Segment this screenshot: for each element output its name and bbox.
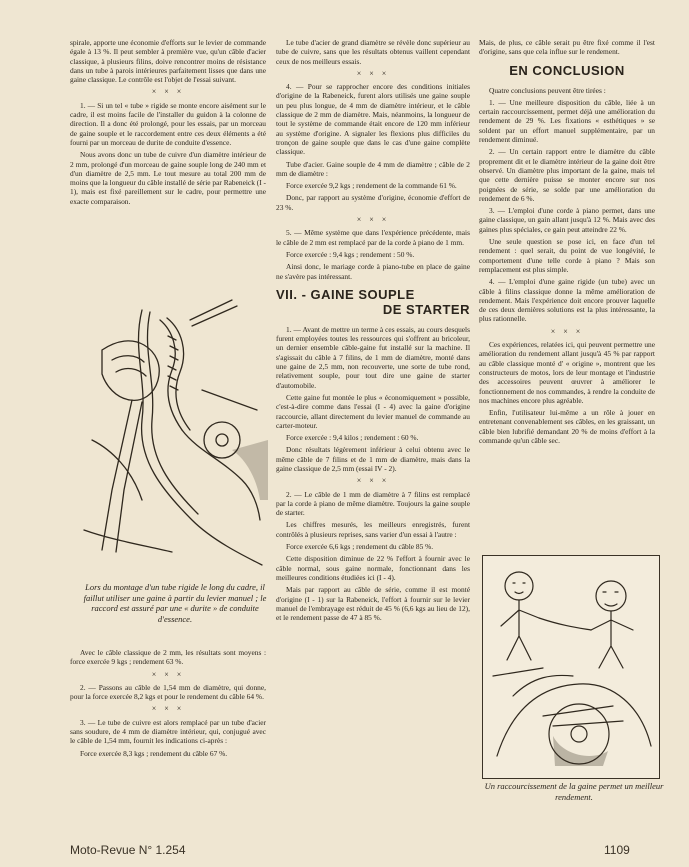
column-2 bbox=[276, 38, 470, 625]
paragraph: spirale, apporte une économie d'efforts sur le levier de commande égale à 13 %. Il peut sembler à première vue, qu'un câble d'acier classique, à plusieurs filins, doive rencontrer moins de résistance dans un tube à parois intérieures parfaitement lisses que dans une gaine classique. Le contrôle est l'objet de l'essai suivant. bbox=[70, 38, 266, 85]
publication-footer: Moto-Revue N° 1.254 bbox=[70, 843, 186, 857]
paragraph: Mais par rapport au câble de série, comme il est monté d'origine (I - 1) sur la Rabeneick, l'effort à fournir sur le levier manuel de l'embrayage est réduit de 45 % (6,6 kgs au lieu de 12), et le rendement passe de 47 à 85 %. bbox=[276, 585, 470, 623]
section-separator: × × × bbox=[151, 87, 185, 97]
column-1 bbox=[70, 38, 266, 209]
paragraph: Donc, par rapport au système d'origine, économie d'effort de 23 %. bbox=[276, 193, 470, 212]
column-1-bottom bbox=[70, 648, 266, 761]
paragraph: Le tube d'acier de grand diamètre se révèle donc supérieur au tube de cuivre, sans que les résultats obtenus vaillent cependant ceux de nos meilleurs essais. bbox=[276, 38, 470, 66]
paragraph: 1. — Une meilleure disposition du câble, liée à un certain raccourcissement, permet déjà une amélioration du rendement de 29 %. Les fixations « esthétiques » se soldent par un effort manuel supplémentaire, par un rendement diminué. bbox=[479, 97, 655, 145]
paragraph: Force exercée 8,3 kgs ; rendement du câble 67 %. bbox=[80, 748, 228, 758]
section-separator: × × × bbox=[550, 326, 584, 336]
paragraph: 2. — Un certain rapport entre le diamètre du câble proprement dit et le diamètre intérieur de la gaine doit être observé. Un diamètre plus important de la gaine, mais tel que cette dernière puisse se monter encore sur nos poignées de série, se solde par une amélioration du rendement de 6 %. bbox=[479, 147, 655, 203]
figure-caption: Lors du montage d'un tube rigide le long du cadre, il faillut utiliser une gaine à partir du levier manuel ; le raccord est assuré par une « durite » de conduite d'essence. bbox=[83, 582, 267, 624]
paragraph: 3. — Le tube de cuivre est alors remplacé par un tube d'acier sans soudure, de 4 mm de diamètre intérieur, qui, conjugué avec le câble de 1,54 mm, fournit les indications ci-après : bbox=[70, 717, 266, 746]
section-heading bbox=[276, 287, 470, 317]
figure-caption: Un raccourcissement de la gaine permet un meilleur rendement. bbox=[484, 781, 664, 802]
paragraph: Cette gaine fut montée le plus « économiquement » possible, c'est-à-dire comme dans l'essai (I - 4) avec la gaine d'origine raccourcie, allant directement du levier manuel de commande au carter-moteur. bbox=[276, 392, 470, 430]
page-number: 1109 bbox=[604, 843, 630, 857]
paragraph: Enfin, l'utilisateur lui-même a un rôle à jouer en entretenant convenablement ses câbles, en les graissant, un câble bien lubrifié demandant 20 % de moins d'effort à la commande qu'un câble sec. bbox=[479, 408, 655, 445]
paragraph: Force exercée 9,2 kgs ; rendement de la commande 61 %. bbox=[286, 181, 457, 191]
paragraph: Force exercée : 9,4 kilos ; rendement : 60 %. bbox=[286, 433, 419, 443]
section-separator: × × × bbox=[151, 704, 185, 714]
paragraph: Avec le câble classique de 2 mm, les résultats sont moyens : force exercée 9 kgs ; rendement 63 %. bbox=[70, 648, 266, 667]
paragraph: Quatre conclusions peuvent être tirées : bbox=[489, 85, 606, 95]
paragraph: Nous avons donc un tube de cuivre d'un diamètre intérieur de 2 mm, prolongé d'un morceau de gaine souple long de 240 mm et d'un diamètre de 2,5 mm. Le tout mesure au total 200 mm de moins que la longueur du câble installé de série par Rabeneick (I - 1), mais est fixé pareillement sur le cadre, pour permettre une exacte comparaison. bbox=[70, 150, 266, 206]
section-separator: × × × bbox=[356, 68, 390, 78]
section-separator: × × × bbox=[151, 669, 185, 679]
paragraph: Mais, de plus, ce câble serait pu être fixé comme il l'est d'origine, sans que cela influe sur le rendement. bbox=[479, 38, 655, 57]
paragraph: 4. — Pour se rapprocher encore des conditions initiales d'origine de la Rabeneick, furent alors utilisés une gaine souple un peu plus longue, de 4 mm de diamètre intérieur, et le câble classique de 2 mm de diamètre. Mais, néanmoins, la longueur de tout le système de commande était encore de 120 mm inférieur au système d'origine. A signaler les flexions plus difficiles du tronçon de gaine souple que dans le cas d'une gaine complète classique. bbox=[276, 82, 470, 157]
paragraph: 5. — Même système que dans l'expérience précédente, mais le câble de 2 mm est remplacé par de la corde à piano de 1 mm. bbox=[276, 228, 470, 247]
section-heading-line-2: DE STARTER bbox=[382, 301, 470, 317]
paragraph: 3. — L'emploi d'une corde à piano permet, dans une gaine classique, un gain allant jusqu'à 12 %. Mais avec des gaines plus spéciales, ce gain peut atteindre 22 %. bbox=[479, 206, 655, 234]
paragraph: 1. — Avant de mettre un terme à ces essais, au cours desquels furent employées toutes les ressources qui s'offrent au bricoleur, un dernier ensemble câble-gaine fut installé sur la machine. Il s'agissait du câble à 7 filins, de 1 mm de diamètre, monté dans une gaine de 2,5 mm, non recouverte, une sorte de tube rond, relativement souple, pour tout dire une gaine de starter d'automobile. bbox=[276, 324, 470, 390]
section-heading-line-1: VII. - GAINE SOUPLE bbox=[276, 286, 415, 302]
paragraph: Force exercée : 9,4 kgs ; rendement : 50 %. bbox=[286, 249, 415, 259]
section-separator: × × × bbox=[356, 215, 390, 225]
paragraph: Ainsi donc, le mariage corde à piano-tube en place de gaine ne s'avère pas intéressant. bbox=[276, 262, 470, 281]
paragraph: 2. — Le câble de 1 mm de diamètre à 7 filins est remplacé par la corde à piano de même diamètre. Toujours la gaine souple de starter. bbox=[276, 489, 470, 518]
paragraph: Force exercée 6,6 kgs ; rendement du câble 85 %. bbox=[286, 542, 434, 552]
section-separator: × × × bbox=[356, 476, 390, 486]
paragraph: 1. — Si un tel « tube » rigide se monte encore aisément sur le cadre, il est moins facile de l'installer du guidon à la colonne de direction. Il a donc été prolongé, pour les essais, par un morceau de gaine souple et le raccordement entre ces deux éléments a été fourni par un morceau de durite de conduite d'essence. bbox=[70, 100, 266, 147]
paragraph: Donc résultats légèrement inférieur à celui obtenu avec le même câble de 7 filins et de 1 mm de diamètre, mais dans la gaine classique de 2,5 mm (essai IV - 2). bbox=[276, 445, 470, 473]
paragraph: 4. — L'emploi d'une gaine rigide (un tube) avec un câble à filins classique donne la même amélioration de rendement. Mais l'expérience doit encore prouver laquelle de ces deux dernières solutions est la plus intéressante, la plus rationnelle. bbox=[479, 277, 655, 324]
column-3 bbox=[479, 38, 655, 448]
paragraph: Ces expériences, relatées ici, qui peuvent permettre une amélioration du rendement allant jusqu'à 45 % par rapport au câble classique monté d' « origine », montrent que les constructeurs de motos, lors de leur montage et l'industrie des accessoires peuvent œuvrer à améliorer le fonctionnement de nos commandes, à rendre la conduite de nos machines encore plus agréable. bbox=[479, 340, 655, 405]
cartoon-illustration bbox=[482, 555, 660, 779]
section-heading-conclusion: EN CONCLUSION bbox=[509, 62, 625, 78]
paragraph: Tube d'acier. Gaine souple de 4 mm de diamètre ; câble de 2 mm de diamètre : bbox=[276, 159, 470, 178]
paragraph: Les chiffres mesurés, les meilleurs enregistrés, furent contrôlés à plusieurs reprises, sans varier d'un essai à l'autre : bbox=[276, 520, 470, 539]
tube-mounting-illustration bbox=[72, 290, 268, 578]
paragraph: Cette disposition diminue de 22 % l'effort à fournir avec le câble normal, sous gaine normale, fonctionnant dans les meilleures conditions étudiées ici (I - 4). bbox=[276, 554, 470, 582]
paragraph: Une seule question se pose ici, en face d'un tel rendement : quel serait, du point de vue longévité, le comportement d'une telle corde à piano ? Mais son remplacement est plus simple. bbox=[479, 237, 655, 274]
paragraph: 2. — Passons au câble de 1,54 mm de diamètre, qui donne, pour la force exercée 8,2 kgs et pour le rendement du câble 64 %. bbox=[70, 682, 266, 702]
